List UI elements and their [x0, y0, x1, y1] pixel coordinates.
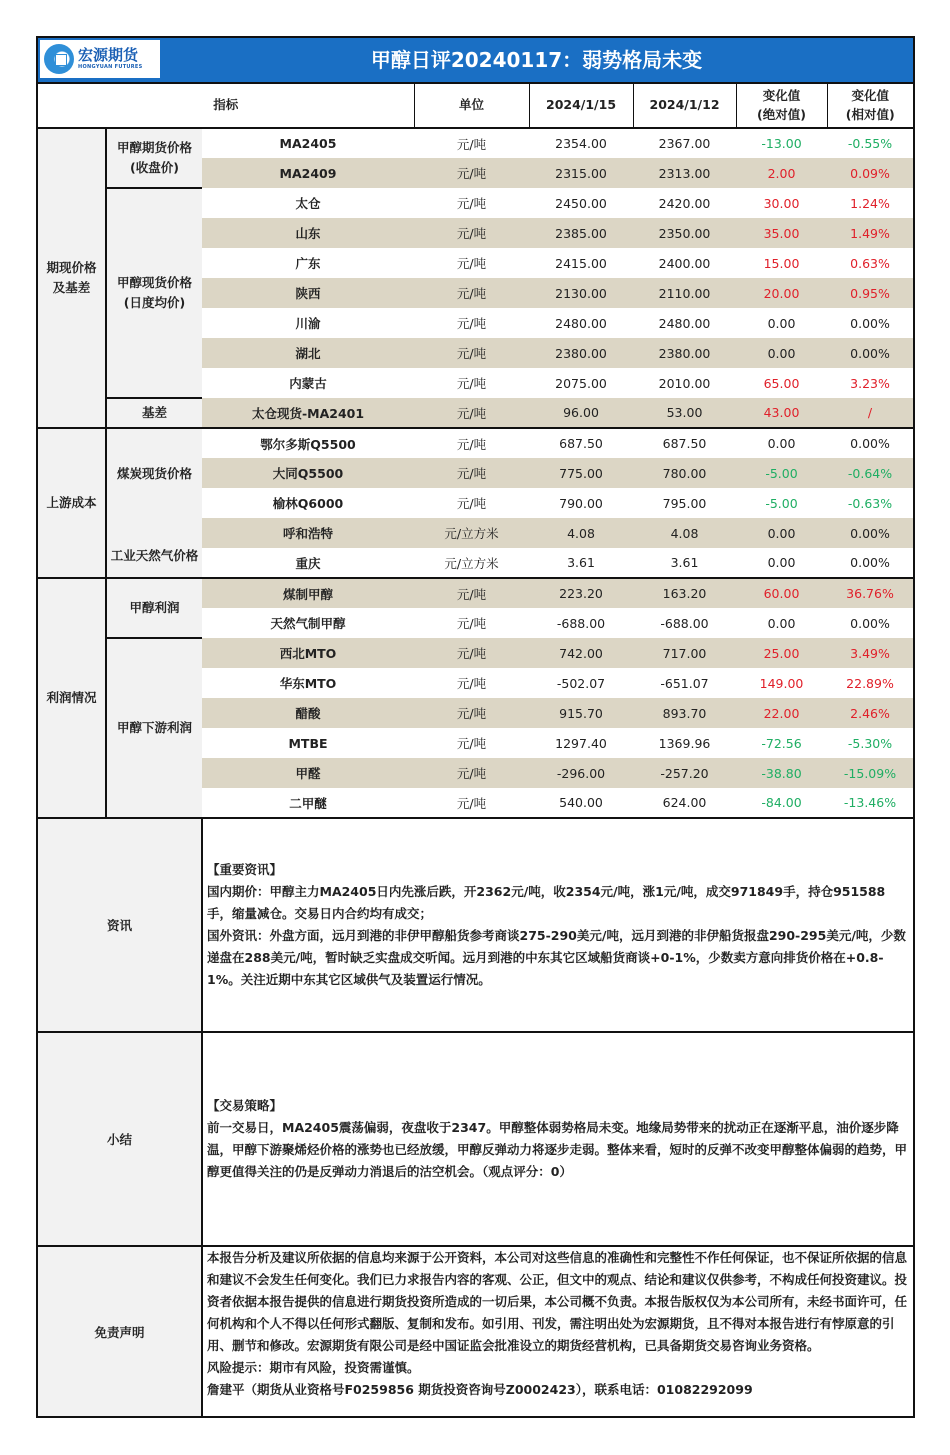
unit-cell: 元/吨 [414, 218, 529, 248]
disclaimer-text: 本报告分析及建议所依据的信息均来源于公开资料，本公司对这些信息的准确性和完整性不作任何保证，也不保证所依据的信息和建议不会发生任何变化。我们已力求报告内容的客观、公正，但文中的观点、结论和建议仅供参考，不构成任何投资建议。投资者依据本报告提供的信息进行期货投资所造成的一切后果，本公司概不负责。本报告版权仅为本公司所有，未经书面许可，任何机构和个人不得以任何形式翻版、复制和发布。如引用、刊发，需注明出处为宏源期货，且不得对本报告进行有悖原意的引用、删节和修改。宏源期货有限公司是经中国证监会批准设立的期货经营机构，已具备期货交易咨询业务资格。 [207, 1250, 908, 1353]
unit-cell: 元/吨 [456, 616, 487, 631]
indicator-name: 广东 [295, 256, 321, 271]
indicator-name: MA2405 [279, 136, 337, 151]
rel-change: 1.24% [850, 195, 890, 211]
rel-change: 22.89% [846, 675, 894, 691]
col-abs-change: 变化值 (绝对值) [736, 84, 827, 128]
indicator-name: 大同Q5500 [202, 458, 414, 488]
col-indicator: 指标 [38, 84, 414, 128]
logo-cn-text: 宏源期货 [78, 46, 139, 64]
table-row [38, 578, 913, 608]
unit-cell: 元/吨 [456, 196, 487, 211]
abs-change: 0.00 [736, 428, 827, 458]
summary-heading: 【交易策略】 [207, 1098, 283, 1113]
value-date1: 687.50 [529, 428, 633, 458]
logo-en-text: HONGYUAN FUTURES [78, 64, 143, 70]
rel-change: -13.46% [843, 795, 897, 810]
report-banner [38, 38, 913, 84]
table-row [38, 428, 913, 458]
summary-content [202, 1032, 913, 1246]
value-date2: 4.08 [633, 518, 736, 548]
rel-change: 2.46% [827, 698, 913, 728]
value-date1: 2075.00 [555, 375, 607, 391]
value-date2: -651.07 [660, 675, 709, 691]
value-date1: 2354.00 [555, 136, 607, 151]
rel-change: 3.49% [827, 638, 913, 668]
abs-change: -5.00 [765, 495, 798, 511]
rel-change: -0.63% [847, 495, 893, 511]
abs-change: 35.00 [736, 218, 827, 248]
abs-change: 65.00 [763, 375, 800, 391]
rel-change: -15.09% [827, 758, 913, 788]
value-date1: 4.08 [529, 518, 633, 548]
unit-cell: 元/吨 [456, 676, 487, 691]
value-date2: 2367.00 [658, 136, 711, 151]
value-date1: 3.61 [567, 555, 595, 570]
unit-cell: 元/立方米 [414, 518, 529, 548]
value-date2: 624.00 [662, 795, 707, 810]
col-rel-change: 变化值 (相对值) [827, 84, 913, 128]
indicator-name: MA2409 [202, 158, 414, 188]
table-row [38, 518, 913, 548]
value-date2: 2110.00 [633, 278, 736, 308]
rel-change: 0.00% [827, 518, 913, 548]
indicator-name: 醋酸 [202, 698, 414, 728]
indicator-name: 煤制甲醇 [202, 578, 414, 608]
rel-change: 0.95% [827, 278, 913, 308]
abs-change: 60.00 [736, 578, 827, 608]
value-date1: 1297.40 [555, 735, 607, 751]
group-label-coal: 煤炭现货价格 [106, 428, 202, 518]
unit-cell: 元/吨 [414, 398, 529, 428]
value-date1: 2130.00 [529, 278, 633, 308]
news-domestic: 国内期价：甲醇主力MA2405日内先涨后跌，开2362元/吨，收2354元/吨，涨1元/吨，成交971849手，持仓951588手，缩量减仓。交易日内合约均有成交； [207, 884, 886, 921]
company-logo [40, 40, 160, 78]
table-header [38, 84, 913, 128]
abs-change: -13.00 [761, 136, 802, 151]
value-date2: 3.61 [670, 555, 699, 570]
value-date1: 775.00 [529, 458, 633, 488]
news-foreign: 国外资讯：外盘方面，远月到港的非伊甲醇船货参考商谈275-290美元/吨，远月到港的非伊船货报盘290-295美元/吨，少数递盘在288美元/吨，暂时缺乏实盘成交听闻。远月到港的中东其它区域船货商谈+0-1%，少数卖方意向排货价格在+0.8-1%。关注近期中东其它区域供气及装置运行情况。 [207, 928, 906, 987]
unit-cell: 元/吨 [414, 578, 529, 608]
data-table [38, 84, 913, 1416]
unit-cell: 元/吨 [414, 698, 529, 728]
indicator-name: 内蒙古 [289, 376, 327, 391]
summary-label: 小结 [38, 1032, 202, 1246]
indicator-name: 湖北 [202, 338, 414, 368]
indicator-name: 鄂尔多斯Q5500 [202, 428, 414, 458]
group-label-methanol-profit: 甲醇利润 [106, 578, 202, 638]
unit-cell: 元/吨 [414, 758, 529, 788]
value-date2: 2400.00 [658, 255, 711, 271]
indicator-name: 陕西 [202, 278, 414, 308]
news-section [38, 818, 913, 1032]
rel-change: 0.00% [850, 615, 890, 631]
abs-change: 0.00 [767, 615, 796, 631]
news-heading: 【重要资讯】 [207, 862, 283, 877]
indicator-name: 太仓现货-MA2401 [202, 398, 414, 428]
abs-change: 30.00 [763, 195, 800, 211]
value-date1: 742.00 [529, 638, 633, 668]
group-label-gas: 工业天然气价格 [106, 518, 202, 578]
value-date1: 2415.00 [555, 255, 607, 271]
indicator-name: 二甲醚 [289, 795, 327, 811]
indicator-name: 重庆 [295, 555, 321, 571]
indicator-name: 呼和浩特 [202, 518, 414, 548]
rel-change: 0.09% [827, 158, 913, 188]
news-content [202, 818, 913, 1032]
indicator-name: 川渝 [295, 316, 321, 331]
value-date2: 780.00 [633, 458, 736, 488]
rel-change: 1.49% [827, 218, 913, 248]
col-date2: 2024/1/12 [633, 84, 736, 128]
abs-change: -38.80 [736, 758, 827, 788]
value-date2: 2010.00 [658, 375, 711, 391]
unit-cell: 元/吨 [456, 496, 487, 511]
abs-change: 0.00 [736, 518, 827, 548]
abs-change: 2.00 [736, 158, 827, 188]
unit-cell: 元/吨 [456, 256, 487, 271]
abs-change: 149.00 [759, 675, 804, 691]
unit-cell: 元/吨 [456, 136, 487, 152]
logo-mark-icon [44, 44, 74, 74]
col-unit: 单位 [414, 84, 529, 128]
table-row [38, 398, 913, 428]
indicator-name: 榆林Q6000 [272, 496, 344, 511]
rel-change: 0.63% [850, 255, 890, 271]
indicator-name: 华东MTO [279, 676, 337, 691]
value-date2: 893.70 [633, 698, 736, 728]
rel-change: / [827, 398, 913, 428]
indicator-name: 甲醛 [202, 758, 414, 788]
disclaimer-label: 免责声明 [38, 1246, 202, 1416]
abs-change: 22.00 [736, 698, 827, 728]
rel-change: -0.55% [847, 136, 893, 151]
value-date2: 2313.00 [633, 158, 736, 188]
unit-cell: 元/吨 [414, 458, 529, 488]
abs-change: 43.00 [736, 398, 827, 428]
rel-change: 0.00% [850, 315, 890, 331]
unit-cell: 元/吨 [456, 736, 487, 751]
value-date1: -296.00 [529, 758, 633, 788]
unit-cell: 元/吨 [414, 428, 529, 458]
value-date1: 2480.00 [555, 315, 607, 331]
unit-cell: 元/吨 [414, 278, 529, 308]
value-date1: 96.00 [529, 398, 633, 428]
section-label-upstream: 上游成本 [38, 428, 106, 578]
unit-cell: 元/立方米 [444, 555, 499, 571]
value-date1: 790.00 [559, 495, 603, 511]
disclaimer-content [202, 1246, 913, 1416]
abs-change: 0.00 [736, 338, 827, 368]
value-date1: 540.00 [559, 795, 603, 810]
value-date2: 717.00 [633, 638, 736, 668]
news-label: 资讯 [38, 818, 202, 1032]
unit-cell: 元/吨 [456, 376, 487, 391]
rel-change: 0.00% [827, 428, 913, 458]
rel-change: -5.30% [847, 735, 893, 751]
col-date1: 2024/1/15 [529, 84, 633, 128]
section-label-price-basis: 期现价格 及基差 [38, 128, 106, 428]
abs-change: 25.00 [736, 638, 827, 668]
value-date1: 2315.00 [529, 158, 633, 188]
value-date1: 223.20 [529, 578, 633, 608]
report-page [36, 36, 915, 1418]
value-date1: 915.70 [529, 698, 633, 728]
rel-change: 0.00% [850, 555, 890, 570]
abs-change: -5.00 [736, 458, 827, 488]
rel-change: 36.76% [827, 578, 913, 608]
indicator-name: 山东 [202, 218, 414, 248]
value-date2: -257.20 [633, 758, 736, 788]
value-date2: 1369.96 [658, 735, 711, 751]
value-date2: 2380.00 [633, 338, 736, 368]
indicator-name: 西北MTO [202, 638, 414, 668]
abs-change: 15.00 [763, 255, 800, 271]
indicator-name: MTBE [288, 735, 328, 751]
table-row [38, 638, 913, 668]
value-date1: 2450.00 [555, 195, 607, 211]
rel-change: -0.64% [827, 458, 913, 488]
summary-section [38, 1032, 913, 1246]
unit-cell: 元/吨 [414, 158, 529, 188]
value-date2: 2350.00 [633, 218, 736, 248]
report-title: 甲醇日评20240117：弱势格局未变 [370, 48, 703, 72]
value-date1: 2380.00 [529, 338, 633, 368]
unit-cell: 元/吨 [456, 316, 487, 331]
summary-strategy: 前一交易日，MA2405震荡偏弱，夜盘收于2347。甲醇整体弱势格局未变。地缘局势带来的扰动正在逐渐平息，油价逐步降温，甲醇下游聚烯烃价格的涨势也已经放缓，甲醇反弹动力将逐步走弱。整体来看，短时的反弹不改变甲醇整体偏弱的趋势，甲醇更值得关注的仍是反弹动力消退后的沽空机会。（观点评分：0） [207, 1120, 908, 1179]
abs-change: -72.56 [761, 735, 802, 751]
unit-cell: 元/吨 [414, 338, 529, 368]
value-date1: 2385.00 [529, 218, 633, 248]
abs-change: -84.00 [761, 795, 802, 810]
table-row [38, 128, 913, 158]
group-label-downstream-profit: 甲醇下游利润 [106, 638, 202, 818]
unit-cell: 元/吨 [456, 795, 487, 811]
indicator-name: 天然气制甲醇 [270, 616, 346, 631]
abs-change: 0.00 [767, 315, 796, 331]
disclaimer-section [38, 1246, 913, 1416]
abs-change: 20.00 [736, 278, 827, 308]
value-date2: 795.00 [662, 495, 707, 511]
group-label-spot: 甲醇现货价格 (日度均价) [106, 188, 202, 398]
value-date2: -688.00 [660, 615, 709, 631]
group-label-futures: 甲醇期货价格 (收盘价) [106, 128, 202, 188]
value-date2: 53.00 [633, 398, 736, 428]
value-date2: 687.50 [633, 428, 736, 458]
value-date2: 163.20 [633, 578, 736, 608]
value-date1: -688.00 [556, 615, 606, 631]
analyst-contact: 詹建平（期货从业资格号F0259856 期货投资咨询号Z0002423），联系电话：01082292099 [207, 1382, 753, 1397]
value-date1: -502.07 [556, 675, 606, 691]
value-date2: 2480.00 [658, 315, 711, 331]
abs-change: 0.00 [767, 555, 796, 570]
risk-warning: 风险提示：期市有风险，投资需谨慎。 [207, 1360, 420, 1375]
group-label-basis: 基差 [106, 398, 202, 428]
unit-cell: 元/吨 [414, 638, 529, 668]
rel-change: 0.00% [827, 338, 913, 368]
table-row [38, 188, 913, 218]
rel-change: 3.23% [850, 375, 890, 391]
value-date2: 2420.00 [658, 195, 711, 211]
indicator-name: 太仓 [295, 196, 321, 211]
section-label-profit: 利润情况 [38, 578, 106, 818]
